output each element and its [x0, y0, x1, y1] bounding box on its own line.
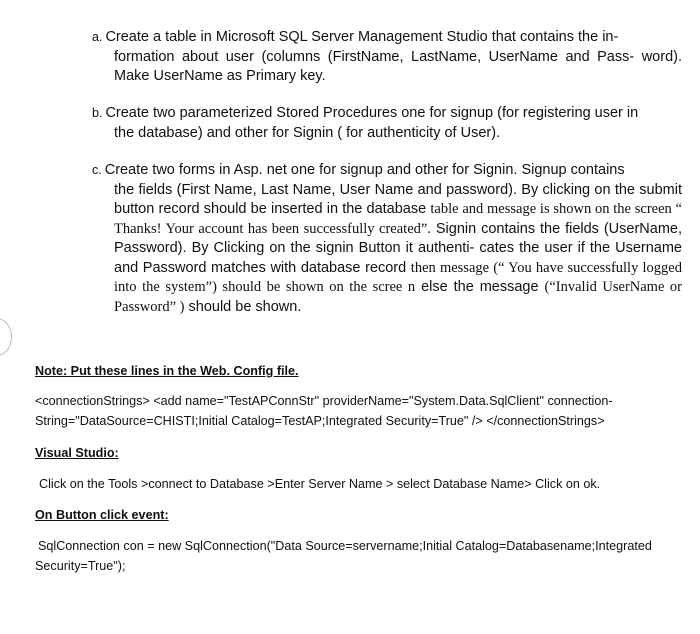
item-text-rest [92, 181, 682, 318]
code-line-1: SqlConnection con = new SqlConnection("Data Source=servername;Initial Catalog=Databasename;Integrated [38, 539, 652, 553]
item-text-serif-segment: table and message is shown on the screen “ Thanks! Your account has been successfully created”. [114, 201, 682, 237]
item-marker: a. [92, 30, 103, 44]
item-marker: b. [92, 106, 103, 120]
button-click-heading: On Button click event: [35, 508, 169, 522]
item-text-segment: should be shown. [184, 298, 302, 315]
item-text-serif-segment: (“Invalid UserName or Password” ) [114, 279, 683, 315]
note-heading: Note: Put these lines in the Web. Config file. [35, 364, 299, 378]
item-text-rest: the database) and other for Signin ( for authenticity of User). [114, 124, 501, 141]
item-text-line1: Create two parameterized Stored Procedures one for signup (for registering user in [105, 105, 639, 121]
item-text-rest: formation about user (columns (FirstName, LastName, UserName and Pass- word). Make UserName as Primary key. [114, 48, 682, 84]
config-line-2: String="DataSource=CHISTI;Initial Catalog=TestAP;Integrated Security=True" /> </connectionStrings> [35, 414, 605, 428]
visual-studio-instructions: Click on the Tools >connect to Database >Enter Server Name > select Database Name> Click on ok. [39, 477, 601, 491]
visual-studio-heading: Visual Studio: [35, 446, 119, 460]
item-text-segment: else the message [415, 279, 545, 295]
item-text-serif-segment: then message (“ You have successfully logged into the system”) should be shown on the scree n [114, 259, 682, 295]
list-item-a [92, 28, 682, 87]
list-item-b [92, 104, 682, 143]
item-text-line1: Create a table in Microsoft SQL Server Management Studio that contains the in- [105, 29, 619, 45]
item-marker: c. [92, 163, 102, 177]
page-margin-mark [0, 318, 12, 356]
item-text-line1: Create two forms in Asp. net one for signup and other for Signin. Signup contains [104, 162, 625, 178]
list-item-c [92, 161, 682, 317]
config-line-1: <connectionStrings> <add name="TestAPConnStr" providerName="System.Data.SqlClient" connection- [35, 394, 613, 408]
item-text-segment: the fields (First Name, Last Name, User Name and password). By clicking on the submit button record should be inserted in the database [114, 181, 682, 217]
item-text-segment: Signin contains the fields (UserName, Password). By Clicking on the signin Button it authenti- cates the user if the Username and Password matches with database record [114, 220, 682, 276]
code-line-2: Security=True"); [35, 559, 126, 573]
